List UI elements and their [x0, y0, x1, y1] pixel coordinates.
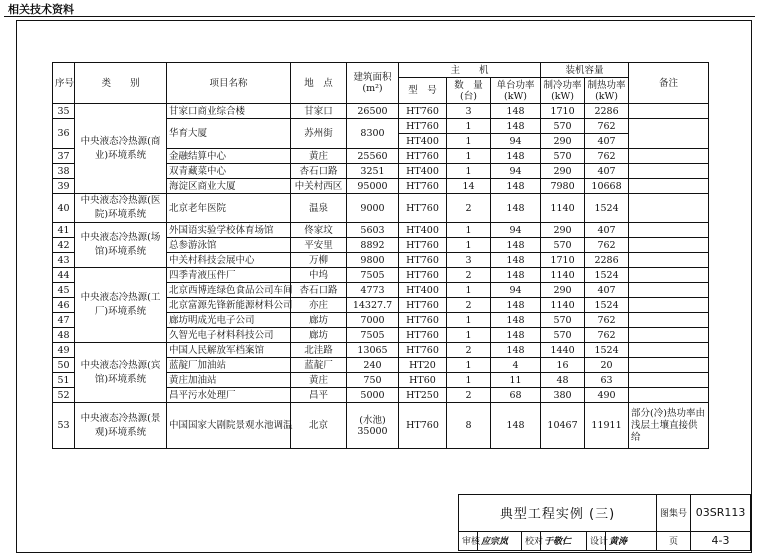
drawing-title: 典型工程实例 (三) — [459, 495, 657, 532]
col-remarks-header: 备注 — [629, 63, 709, 104]
check-signature: 于敬仁 — [541, 531, 587, 550]
row-qty: 1 — [447, 373, 491, 388]
row-area: 3251 — [347, 164, 399, 179]
check-label: 校对 — [522, 531, 541, 550]
row-remarks — [629, 328, 709, 343]
row-qty: 2 — [447, 268, 491, 283]
row-cool: 290 — [541, 283, 585, 298]
row-heat: 407 — [585, 164, 629, 179]
row-qty: 1 — [447, 119, 491, 134]
row-no: 38 — [53, 164, 75, 179]
col-area-header — [347, 63, 399, 104]
row-no: 37 — [53, 149, 75, 164]
row-unit-power: 94 — [491, 223, 541, 238]
row-project: 甘家口商业综合楼 — [167, 104, 291, 119]
row-model: HT60 — [399, 373, 447, 388]
row-qty: 1 — [447, 328, 491, 343]
review-label: 审核 — [459, 531, 478, 550]
row-model: HT760 — [399, 313, 447, 328]
row-no: 36 — [53, 119, 75, 149]
row-cool: 290 — [541, 134, 585, 149]
row-location: 廊坊 — [291, 313, 347, 328]
row-remarks — [629, 238, 709, 253]
table-row — [53, 268, 709, 283]
col-no-header: 序号 — [53, 63, 75, 104]
table-row — [53, 223, 709, 238]
row-project: 昌平污水处理厂 — [167, 388, 291, 403]
row-heat: 1524 — [585, 298, 629, 313]
row-unit-power: 148 — [491, 149, 541, 164]
row-model: HT760 — [399, 194, 447, 223]
row-project: 久智光电子材料科技公司 — [167, 328, 291, 343]
row-remarks — [629, 149, 709, 164]
atlas-label: 图集号 — [657, 495, 691, 532]
row-unit-power: 148 — [491, 328, 541, 343]
cool-unit: (kW) — [551, 90, 574, 102]
row-heat: 762 — [585, 313, 629, 328]
row-cool: 48 — [541, 373, 585, 388]
header-row-1 — [53, 63, 709, 78]
row-no: 50 — [53, 358, 75, 373]
row-cool: 290 — [541, 223, 585, 238]
row-location: 中关村西区 — [291, 179, 347, 194]
row-area: 9000 — [347, 194, 399, 223]
row-heat: 762 — [585, 328, 629, 343]
row-no: 40 — [53, 194, 75, 223]
row-no: 43 — [53, 253, 75, 268]
row-model: HT760 — [399, 238, 447, 253]
row-qty: 1 — [447, 313, 491, 328]
col-cool-header — [541, 78, 585, 104]
row-area: 25560 — [347, 149, 399, 164]
row-unit-power: 148 — [491, 179, 541, 194]
row-cool: 16 — [541, 358, 585, 373]
row-remarks — [629, 373, 709, 388]
row-model: HT760 — [399, 328, 447, 343]
row-project: 北京老年医院 — [167, 194, 291, 223]
row-area: 5603 — [347, 223, 399, 238]
row-model: HT20 — [399, 358, 447, 373]
atlas-number: 03SR113 — [691, 495, 751, 532]
row-qty: 2 — [447, 194, 491, 223]
row-location: 北洼路 — [291, 343, 347, 358]
unit-power-unit: (kW) — [504, 90, 527, 102]
row-location: 中坞 — [291, 268, 347, 283]
row-qty: 3 — [447, 253, 491, 268]
row-area: 5000 — [347, 388, 399, 403]
design-label: 设计 — [587, 531, 606, 550]
row-no: 47 — [53, 313, 75, 328]
row-remarks — [629, 268, 709, 283]
page-number: 4-3 — [691, 531, 751, 550]
col-project-header: 项目名称 — [167, 63, 291, 104]
row-model: HT760 — [399, 298, 447, 313]
design-signature: 黄涛 — [606, 531, 657, 550]
row-location: 北京 — [291, 403, 347, 449]
qty-label: 数 量 — [454, 79, 483, 91]
review-signature: 应宗岚 — [478, 531, 522, 550]
row-cool: 380 — [541, 388, 585, 403]
row-unit-power: 148 — [491, 119, 541, 134]
row-model: HT400 — [399, 223, 447, 238]
table-row — [53, 104, 709, 119]
row-area: 8300 — [347, 119, 399, 149]
row-heat: 762 — [585, 149, 629, 164]
table-row — [53, 194, 709, 223]
row-unit-power: 148 — [491, 268, 541, 283]
row-no: 39 — [53, 179, 75, 194]
row-area: 13065 — [347, 343, 399, 358]
row-cool: 1140 — [541, 194, 585, 223]
row-unit-power: 148 — [491, 238, 541, 253]
row-unit-power: 94 — [491, 134, 541, 149]
row-project: 四季青液压件厂 — [167, 268, 291, 283]
heat-unit: (kW) — [595, 90, 618, 102]
category-venue: 中央液态冷热源(场馆)环境系统 — [75, 223, 167, 268]
row-heat: 63 — [585, 373, 629, 388]
row-qty: 1 — [447, 134, 491, 149]
row-cool: 1140 — [541, 298, 585, 313]
row-remarks — [629, 179, 709, 194]
row-model: HT760 — [399, 343, 447, 358]
row-location: 万柳 — [291, 253, 347, 268]
project-table — [52, 62, 709, 449]
row-model: HT760 — [399, 149, 447, 164]
category-hospital: 中央液态冷热源(医院)环境系统 — [75, 194, 167, 223]
row-cool: 570 — [541, 328, 585, 343]
row-area: 7505 — [347, 328, 399, 343]
row-unit-power: 148 — [491, 313, 541, 328]
row-no: 52 — [53, 388, 75, 403]
row-area: 7505 — [347, 268, 399, 283]
row-cool: 1140 — [541, 268, 585, 283]
row-model: HT760 — [399, 253, 447, 268]
row-area: 9800 — [347, 253, 399, 268]
row-heat: 762 — [585, 238, 629, 253]
row-model: HT760 — [399, 104, 447, 119]
row-remarks — [629, 104, 709, 119]
row-qty: 1 — [447, 164, 491, 179]
row-heat: 1524 — [585, 343, 629, 358]
heat-label: 制热功率 — [587, 79, 626, 91]
row-unit-power: 94 — [491, 164, 541, 179]
row-unit-power: 68 — [491, 388, 541, 403]
row-cool: 290 — [541, 164, 585, 179]
row-no: 42 — [53, 238, 75, 253]
row-location: 杏石口路 — [291, 164, 347, 179]
category-hotel: 中央液态冷热源(宾馆)环境系统 — [75, 343, 167, 403]
row-no: 41 — [53, 223, 75, 238]
row-model: HT400 — [399, 283, 447, 298]
col-model-header: 型 号 — [399, 78, 447, 104]
col-category-header: 类 别 — [75, 63, 167, 104]
area-label: 建筑面积 — [353, 72, 392, 83]
row-unit-power: 148 — [491, 194, 541, 223]
row-cool: 1710 — [541, 253, 585, 268]
row-remarks — [629, 358, 709, 373]
row-model: HT760 — [399, 268, 447, 283]
row-remarks: 部分(冷)热功率由浅层土壤直接供给 — [629, 403, 709, 449]
row-heat: 11911 — [585, 403, 629, 449]
row-remarks — [629, 298, 709, 313]
col-location-header: 地 点 — [291, 63, 347, 104]
row-model: HT760 — [399, 179, 447, 194]
row-project: 北京富源先锋新能源材料公司 — [167, 298, 291, 313]
row-no: 44 — [53, 268, 75, 283]
row-remarks — [629, 283, 709, 298]
row-unit-power: 148 — [491, 298, 541, 313]
row-heat: 1524 — [585, 268, 629, 283]
row-heat: 762 — [585, 119, 629, 134]
row-no: 45 — [53, 283, 75, 298]
row-location: 蓝靛厂 — [291, 358, 347, 373]
row-remarks — [629, 343, 709, 358]
row-heat: 490 — [585, 388, 629, 403]
table-row — [53, 343, 709, 358]
row-no: 35 — [53, 104, 75, 119]
row-cool: 570 — [541, 149, 585, 164]
row-location: 温泉 — [291, 194, 347, 223]
row-qty: 2 — [447, 343, 491, 358]
row-qty: 2 — [447, 388, 491, 403]
row-heat: 407 — [585, 134, 629, 149]
header-label: 相关技术资料 — [8, 3, 74, 16]
row-location: 黄庄 — [291, 149, 347, 164]
row-cool: 1440 — [541, 343, 585, 358]
row-project: 蓝靛厂加油站 — [167, 358, 291, 373]
row-area: 750 — [347, 373, 399, 388]
row-model: HT760 — [399, 403, 447, 449]
row-heat: 20 — [585, 358, 629, 373]
capacity-group-header: 装机容量 — [541, 63, 629, 78]
row-qty: 1 — [447, 149, 491, 164]
row-qty: 1 — [447, 223, 491, 238]
row-model: HT400 — [399, 134, 447, 149]
area-unit: (m²) — [362, 83, 383, 94]
col-unit-power-header — [491, 78, 541, 104]
row-area: 7000 — [347, 313, 399, 328]
row-location: 佟家坟 — [291, 223, 347, 238]
row-area: 4773 — [347, 283, 399, 298]
row-location: 杏石口路 — [291, 283, 347, 298]
row-project: 外国语实验学校体育场馆 — [167, 223, 291, 238]
col-qty-header — [447, 78, 491, 104]
row-area: 8892 — [347, 238, 399, 253]
row-qty: 8 — [447, 403, 491, 449]
row-project: 海淀区商业大厦 — [167, 179, 291, 194]
title-block — [458, 494, 750, 551]
row-qty: 2 — [447, 298, 491, 313]
row-area: 14327.7 — [347, 298, 399, 313]
row-qty: 3 — [447, 104, 491, 119]
row-unit-power: 148 — [491, 253, 541, 268]
category-factory: 中央液态冷热源(工厂)环境系统 — [75, 268, 167, 343]
row-qty: 1 — [447, 358, 491, 373]
row-qty: 14 — [447, 179, 491, 194]
row-location: 亦庄 — [291, 298, 347, 313]
col-heat-header — [585, 78, 629, 104]
row-location: 平安里 — [291, 238, 347, 253]
unit-power-label: 单台功率 — [496, 79, 535, 91]
row-area: 95000 — [347, 179, 399, 194]
row-remarks — [629, 388, 709, 403]
row-remarks — [629, 194, 709, 223]
row-remarks — [629, 253, 709, 268]
category-commercial: 中央液态冷热源(商业)环境系统 — [75, 104, 167, 194]
row-location: 昌平 — [291, 388, 347, 403]
row-unit-power: 94 — [491, 283, 541, 298]
row-unit-power: 4 — [491, 358, 541, 373]
row-model: HT250 — [399, 388, 447, 403]
row-heat: 10668 — [585, 179, 629, 194]
row-heat: 2286 — [585, 253, 629, 268]
row-unit-power: 11 — [491, 373, 541, 388]
row-heat: 2286 — [585, 104, 629, 119]
row-cool: 570 — [541, 238, 585, 253]
row-project: 廊坊明成光电子公司 — [167, 313, 291, 328]
row-project: 黄庄加油站 — [167, 373, 291, 388]
row-project: 中国国家大剧院景观水池调温 — [167, 403, 291, 449]
row-project: 双青藏菜中心 — [167, 164, 291, 179]
row-model: HT400 — [399, 164, 447, 179]
row-location: 甘家口 — [291, 104, 347, 119]
row-location: 廊坊 — [291, 328, 347, 343]
row-unit-power: 148 — [491, 403, 541, 449]
row-no: 49 — [53, 343, 75, 358]
row-project: 总参游泳馆 — [167, 238, 291, 253]
row-project: 华育大厦 — [167, 119, 291, 149]
host-group-header: 主 机 — [399, 63, 541, 78]
row-no: 51 — [53, 373, 75, 388]
qty-unit: (台) — [460, 90, 477, 102]
row-project: 北京西博连绿色食品公司车间 — [167, 283, 291, 298]
row-remarks — [629, 164, 709, 179]
row-project: 金融结算中心 — [167, 149, 291, 164]
row-unit-power: 148 — [491, 104, 541, 119]
row-remarks — [629, 223, 709, 238]
row-area: 240 — [347, 358, 399, 373]
row-location: 苏州街 — [291, 119, 347, 149]
row-location: 黄庄 — [291, 373, 347, 388]
row-no: 48 — [53, 328, 75, 343]
row-area: (水池) 35000 — [347, 403, 399, 449]
row-remarks — [629, 119, 709, 149]
row-cool: 1710 — [541, 104, 585, 119]
row-heat: 407 — [585, 283, 629, 298]
row-qty: 1 — [447, 238, 491, 253]
row-remarks — [629, 313, 709, 328]
row-no: 53 — [53, 403, 75, 449]
row-project: 中国人民解放军档案馆 — [167, 343, 291, 358]
header-rule — [4, 16, 755, 17]
row-heat: 407 — [585, 223, 629, 238]
page-label: 页 — [657, 531, 691, 550]
row-cool: 570 — [541, 313, 585, 328]
row-cool: 7980 — [541, 179, 585, 194]
row-project: 中关村科技会展中心 — [167, 253, 291, 268]
cool-label: 制冷功率 — [543, 79, 582, 91]
row-cool: 10467 — [541, 403, 585, 449]
table-row — [53, 403, 709, 449]
row-unit-power: 148 — [491, 343, 541, 358]
row-heat: 1524 — [585, 194, 629, 223]
row-model: HT760 — [399, 119, 447, 134]
row-cool: 570 — [541, 119, 585, 134]
row-qty: 1 — [447, 283, 491, 298]
category-landscape: 中央液态冷热源(景观)环境系统 — [75, 403, 167, 449]
row-no: 46 — [53, 298, 75, 313]
row-area: 26500 — [347, 104, 399, 119]
